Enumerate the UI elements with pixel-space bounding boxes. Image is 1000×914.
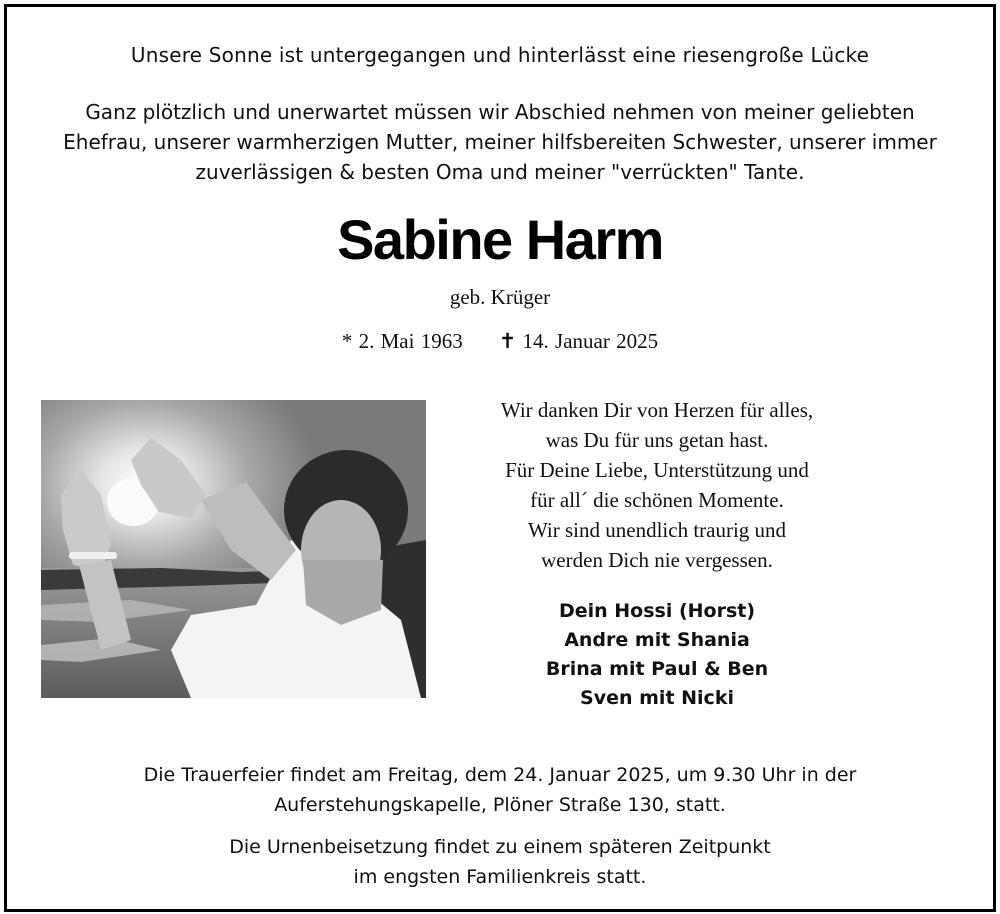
mourners-list xyxy=(447,597,867,713)
funeral-service-info xyxy=(7,760,993,820)
mourner-name: Andre mit Shania xyxy=(564,629,750,651)
mourner-name: Sven mit Nicki xyxy=(580,687,734,709)
mourner-name: Dein Hossi (Horst) xyxy=(558,600,756,622)
poem-line: für all´ die schönen Momente. xyxy=(530,488,784,512)
poem-line: Wir danken Dir von Herzen für alles, xyxy=(500,398,814,422)
urn-burial-info xyxy=(7,832,993,892)
maiden-name: geb. Krüger xyxy=(449,285,551,309)
service-line: Auferstehungskapelle, Plöner Straße 130, statt. xyxy=(274,794,726,816)
poem-line: werden Dich nie vergessen. xyxy=(541,548,773,572)
service-line: Die Trauerfeier findet am Freitag, dem 24. Januar 2025, um 9.30 Uhr in der xyxy=(143,764,857,786)
farewell-message-line: Ganz plötzlich und unerwartet müssen wir Abschied nehmen von meiner geliebten xyxy=(85,100,915,124)
poem-line: Wir sind unendlich traurig und xyxy=(527,518,787,542)
life-dates xyxy=(7,329,993,354)
intro-line: Unsere Sonne ist untergegangen und hinterlässt eine riesengroße Lücke xyxy=(130,43,870,67)
farewell-message xyxy=(7,97,993,187)
poem xyxy=(447,395,867,575)
urn-line: Die Urnenbeisetzung findet zu einem späteren Zeitpunkt xyxy=(229,836,771,858)
poem-line: Für Deine Liebe, Unterstützung und xyxy=(505,458,809,482)
mourner-name: Brina mit Paul & Ben xyxy=(545,658,769,680)
farewell-message-line: zuverlässigen & besten Oma und meiner "verrückten" Tante. xyxy=(195,160,805,184)
portrait-photo xyxy=(41,400,426,698)
death-date: ✝ 14. Januar 2025 xyxy=(498,329,659,353)
deceased-name: Sabine Harm xyxy=(337,208,663,271)
farewell-message-line: Ehefrau, unserer warmherzigen Mutter, meiner hilfsbereiten Schwester, unserer immer xyxy=(63,130,937,154)
birth-date: * 2. Mai 1963 xyxy=(341,329,463,353)
obituary-notice xyxy=(4,4,996,912)
poem-line: was Du für uns getan hast. xyxy=(545,428,769,452)
urn-line: im engsten Familienkreis statt. xyxy=(353,866,647,888)
